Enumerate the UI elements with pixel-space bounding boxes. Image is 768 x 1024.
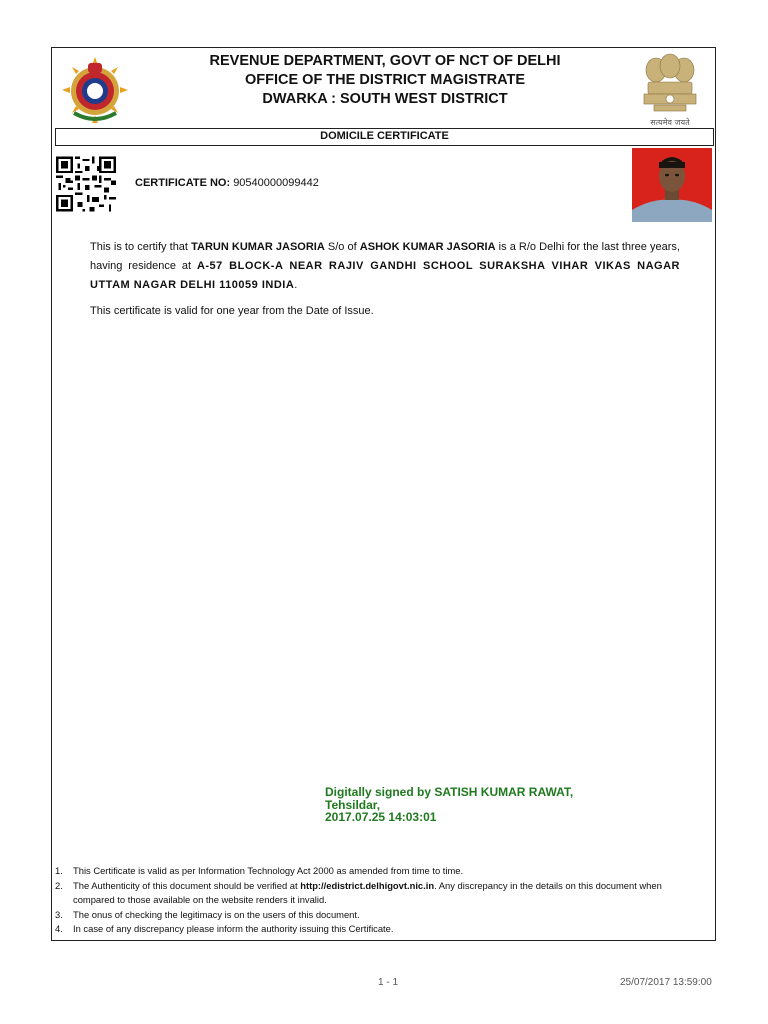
header-district: DWARKA : SOUTH WEST DISTRICT: [262, 91, 508, 107]
list-number: 4.: [55, 923, 63, 934]
statement-text: S/o of: [324, 241, 360, 253]
note-text-part: . Any discrepancy in the details on this document when compared to those available on the website renders it invalid.: [73, 879, 662, 905]
print-timestamp: 25/07/2017 13:59:00: [620, 977, 712, 988]
certificate-number-value: 90540000099442: [233, 177, 319, 189]
digital-signature: [325, 786, 573, 824]
signature-designation: Tehsildar,: [325, 797, 381, 812]
note-text: In case of any discrepancy please inform the authority issuing this Certificate.: [73, 923, 394, 934]
statement-text: is a R/o Delhi for the last three years, having residence at: [90, 241, 680, 272]
national-emblem-icon: [630, 52, 710, 132]
header-department: REVENUE DEPARTMENT, GOVT OF NCT OF DELHI: [209, 53, 561, 69]
list-number: 3.: [55, 908, 63, 920]
certificate-title: DOMICILE CERTIFICATE: [55, 128, 714, 146]
applicant-photo: [632, 148, 712, 222]
note-text: The onus of checking the legitimacy is on the users of this document.: [73, 908, 360, 920]
certificate-statement: [90, 238, 680, 295]
list-item: [55, 879, 705, 908]
certificate-number-label: CERTIFICATE NO:: [135, 177, 231, 189]
list-item: [55, 864, 705, 879]
list-number: 1.: [55, 865, 63, 876]
note-text-part: The Authenticity of this document should be verified at: [73, 879, 301, 891]
qr-code-icon: [56, 156, 116, 212]
father-name: ASHOK KUMAR JASORIA: [359, 241, 496, 253]
statement-text: This is to certify that: [90, 241, 192, 253]
validity-statement: This certificate is valid for one year from the Date of Issue.: [90, 305, 374, 317]
note-text: This Certificate is valid as per Information Technology Act 2000 as amended from time to time.: [73, 865, 464, 876]
applicant-address: A-57 BLOCK-A NEAR RAJIV GANDHI SCHOOL SURAKSHA VIHAR VIKAS NAGAR UTTAM NAGAR DELHI 110059 INDIA: [90, 260, 680, 291]
delhi-police-emblem-icon: [60, 55, 130, 125]
header-office: OFFICE OF THE DISTRICT MAGISTRATE: [244, 72, 526, 88]
list-item: [55, 908, 705, 923]
list-number: 2.: [55, 879, 63, 891]
note-text: [73, 879, 705, 908]
signature-timestamp: 2017.07.25 14:03:01: [325, 810, 437, 824]
national-emblem-motto: सत्यमेव जयते: [650, 118, 690, 127]
certificate-number-line: [135, 177, 319, 189]
applicant-name: TARUN KUMAR JASORIA: [191, 241, 325, 253]
signature-signer: Digitally signed by SATISH KUMAR RAWAT,: [325, 785, 574, 799]
notes-list: [55, 864, 705, 937]
statement-text: .: [294, 279, 298, 291]
page-number: 1 - 1: [378, 977, 399, 988]
verification-link[interactable]: http://edistrict.delhigovt.nic.in: [300, 879, 435, 891]
list-item: [55, 922, 705, 937]
